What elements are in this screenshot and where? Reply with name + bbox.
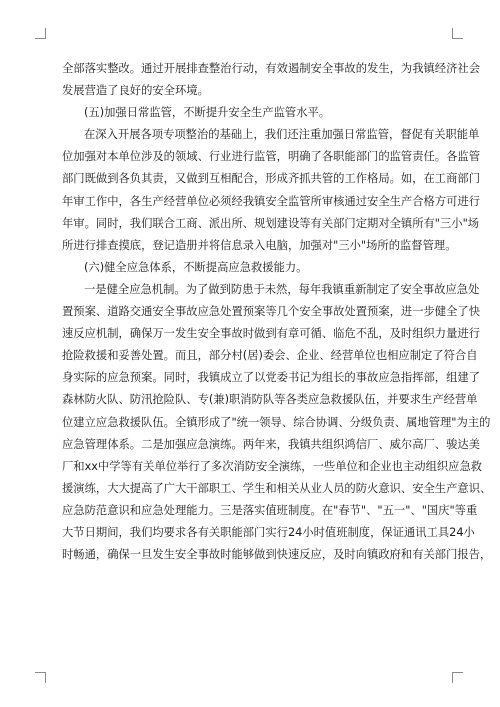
- text-line: 发展营造了良好的安全环境。: [62, 84, 209, 98]
- text-line: 厂和xx中学等有关单位举行了多次消防安全演练，一些单位和企业也主动组织应急救: [62, 459, 483, 473]
- text-line: 援演练，大大提高了广大干部职工、学生和相关从业人员的防火意识、安全生产意识、: [62, 481, 492, 495]
- text-line: (五)加强日常监管，不断提升安全生产监管水平。: [84, 106, 331, 120]
- text-line: 位建立应急救援队伍。全镇形成了"统一领导、综合协调、分级负责、属地管理"为主的: [62, 415, 491, 429]
- text-line: 在深入开展各项专项整治的基础上，我们还注重加强日常监管，督促有关职能单: [84, 128, 480, 142]
- text-line: 大节日期间，我们均要求各有关职能部门实行24小时值班制度，保证通讯工具24小: [62, 525, 475, 539]
- text-line: 位加强对本单位涉及的领域、行业进行监管，明确了各职能部门的监管责任。各监管: [62, 150, 480, 164]
- text-line: 所进行排查摸底，登记造册并将信息录入电脑，加强对"三小"场所的监督管理。: [62, 238, 457, 252]
- text-line: 应急防范意识和应急处理能力。三是落实值班制度。在"春节"、"五一"、"国庆"等重: [62, 503, 478, 517]
- crop-mark-bottom-left: [35, 672, 46, 683]
- text-line: 一是健全应急机制。为了做到防患于未然，每年我镇重新制定了安全事故应急处: [84, 282, 480, 296]
- text-line: 身实际的应急预案。同时，我镇成立了以党委书记为组长的事故应急指挥部，组建了: [62, 371, 480, 385]
- text-line: 时畅通，确保一旦发生安全事故时能够做到快速反应，及时向镇政府和有关部门报告，: [62, 548, 492, 562]
- crop-mark-bottom-right: [452, 672, 463, 683]
- crop-mark-top-left: [35, 28, 46, 39]
- text-line: 年审工作中，各生产经营单位必须经我镇安全监管所审核通过安全生产合格方可进行: [62, 194, 480, 208]
- document-body: [62, 58, 492, 566]
- text-line: 森林防火队、防汛抢险队、专(兼)职消防队等各类应急救援队伍，并要求生产经营单: [62, 393, 478, 407]
- text-line: 置预案、道路交通安全事故应急处置预案等几个安全事故处置预案，进一步健全了快: [62, 305, 480, 319]
- text-line: (六)健全应急体系，不断提高应急救援能力。: [84, 260, 308, 274]
- text-line: 全部落实整改。通过开展排查整治行动，有效遏制安全事故的发生，为我镇经济社会: [62, 62, 480, 75]
- text-line: 部门既做到各负其责，又做到互相配合，形成齐抓共管的工作格局。如，在工商部门: [62, 172, 480, 186]
- text-line: 抢险救援和妥善处置。而且，部分村(居)委会、企业、经营单位也相应制定了符合自: [62, 349, 478, 363]
- crop-mark-top-right: [452, 28, 463, 39]
- text-line: 年审。同时，我们联合工商、派出所、规划建设等有关部门定期对全镇所有"三小"场: [62, 216, 480, 230]
- text-line: 应急管理体系。二是加强应急演练。两年来，我镇共组织鸿信厂、威尔高厂、骏达美: [62, 437, 480, 451]
- text-line: 速反应机制，确保万一发生安全事故时做到有章可循、临危不乱，及时组织力量进行: [62, 327, 480, 341]
